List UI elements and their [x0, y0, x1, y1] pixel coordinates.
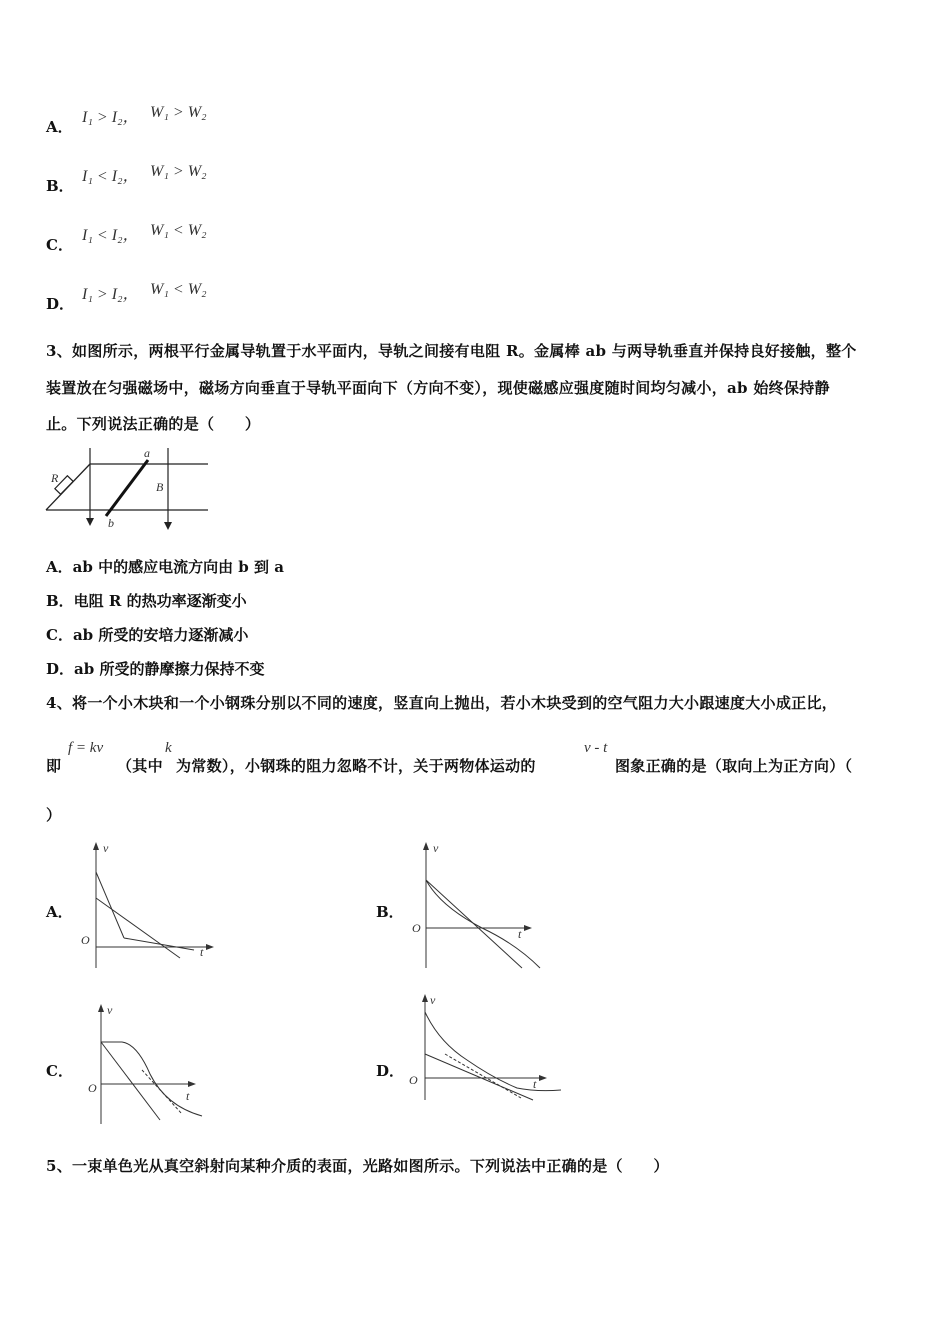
q4-graph-b — [406, 840, 556, 970]
option-letter: C． — [46, 236, 73, 254]
axis-t-label: t — [200, 945, 204, 959]
q4-stem-line1: 4、将一个小木块和一个小钢珠分别以不同的速度，竖直向上抛出，若小木块受到的空气阻力大小跟速度大小成正比， — [46, 694, 838, 712]
option-letter: B． — [46, 177, 74, 195]
q3-stem-line3: 止。下列说法正确的是（ ） — [46, 415, 261, 433]
q3-option-d: D．ab 所受的静摩擦力保持不变 — [46, 660, 265, 678]
q4-graph-d — [405, 992, 565, 1102]
option-letter: A． — [46, 118, 73, 136]
q4-text: 即 — [46, 757, 62, 775]
q4-graph-a-letter: A． — [46, 903, 73, 921]
origin-label: O — [88, 1081, 97, 1095]
label-a: a — [144, 446, 150, 460]
q3-option-b: B．电阻 R 的热功率逐渐变小 — [46, 592, 247, 610]
metal-rod — [106, 460, 148, 516]
q4-text: 为常数），小钢珠的阻力忽略不计，关于两物体运动的 — [176, 757, 536, 775]
q4-text: （其中 — [117, 757, 163, 775]
q3-option-c: C．ab 所受的安培力逐渐减小 — [46, 626, 249, 644]
q4-graph-c-letter: C． — [46, 1062, 73, 1080]
q5-stem-line1: 5、一束单色光从真空斜射向某种介质的表面，光路如图所示。下列说法中正确的是（ ） — [46, 1157, 669, 1175]
q4-text: 图象正确的是（取向上为正方向）（ — [615, 757, 853, 775]
current-relation: I₁ > I₂， — [82, 109, 139, 126]
label-r: R — [51, 471, 59, 485]
axis-t-label: t — [518, 927, 522, 941]
q4-graph-d-letter: D． — [376, 1062, 405, 1080]
axis-v-label: v — [107, 1003, 113, 1017]
axis-t-label: t — [533, 1077, 537, 1091]
option-letter: D． — [46, 295, 75, 313]
work-relation: W₁ > W₂ — [150, 163, 207, 180]
q4-stem-line3: ） — [46, 806, 62, 824]
q3-stem-line1: 3、如图所示，两根平行金属导轨置于水平面内，导轨之间接有电阻 R。金属棒 ab 与两导轨垂直并保持良好接触，整个 — [46, 342, 857, 360]
q4-graph-c — [82, 1000, 212, 1125]
origin-label: O — [81, 933, 90, 947]
q4-k: k — [165, 740, 172, 756]
current-relation: I₁ > I₂， — [82, 286, 139, 303]
work-relation: W₁ < W₂ — [150, 281, 207, 298]
q4-graph-a — [76, 840, 216, 970]
q3-stem-line2: 装置放在匀强磁场中，磁场方向垂直于导轨平面向下（方向不变），现使磁感应强度随时间均匀减小，ab 始终保持静 — [46, 379, 830, 397]
origin-label: O — [412, 921, 421, 935]
work-relation: W₁ > W₂ — [150, 104, 207, 121]
q3-rail-diagram — [40, 440, 220, 540]
axis-v-label: v — [433, 841, 439, 855]
label-b: b — [108, 516, 114, 530]
current-relation: I₁ < I₂， — [82, 227, 139, 244]
q4-vt: v - t — [584, 740, 608, 756]
origin-label: O — [409, 1073, 418, 1087]
work-relation: W₁ < W₂ — [150, 222, 207, 239]
current-relation: I₁ < I₂， — [82, 168, 139, 185]
axis-v-label: v — [430, 993, 436, 1007]
axis-v-label: v — [103, 841, 109, 855]
q3-option-a: A．ab 中的感应电流方向由 b 到 a — [46, 558, 284, 576]
axis-t-label: t — [186, 1089, 190, 1103]
label-field-b: B — [156, 480, 164, 494]
q4-graph-b-letter: B． — [376, 903, 404, 921]
q4-formula: f = kv — [68, 740, 104, 756]
